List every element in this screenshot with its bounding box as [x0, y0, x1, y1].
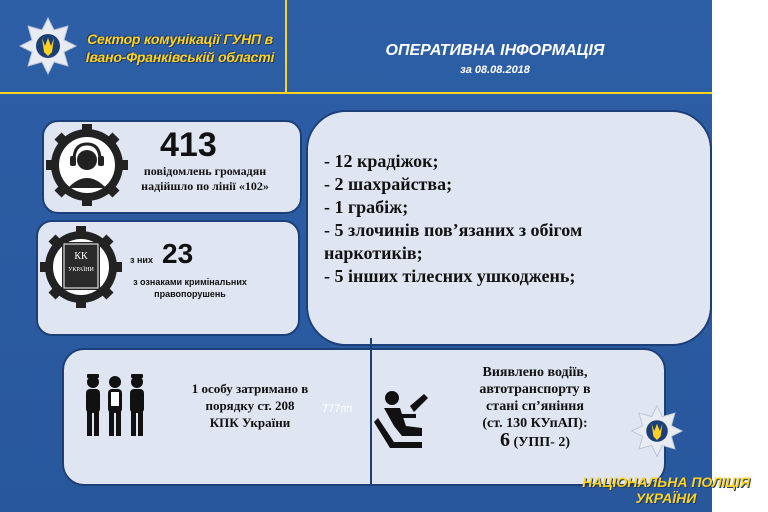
drivers-count: 6 [499, 429, 510, 451]
code-label: 777пп [322, 403, 353, 415]
drivers-line2: автотранспорту в [479, 382, 591, 397]
page-title: ОПЕРАТИВНА ІНФОРМАЦІЯ [385, 42, 605, 59]
drivers-count-suffix: (УПП- 2) [513, 435, 571, 450]
drivers-line4: (ст. 130 КУпАП): [482, 416, 588, 431]
calls-count: 413 [160, 126, 217, 164]
detained-info [160, 380, 340, 431]
detained-line2: порядку ст. 208 [205, 398, 295, 413]
list-item: - 1 грабіж; [324, 197, 409, 217]
drivers-line1: Виявлено водіїв, [482, 365, 588, 380]
list-item: - 2 шахрайства; [324, 174, 453, 194]
list-item: - 5 злочинів пов’язаних з обігом [324, 220, 583, 240]
calls-text-line2: надійшло по лінії «102» [141, 179, 269, 193]
drivers-info [450, 364, 620, 451]
header-divider-horizontal [0, 92, 712, 94]
code-book-icon [40, 226, 122, 308]
book-label-2: УКРАЇНИ [68, 267, 94, 273]
calls-description [120, 164, 290, 194]
criminal-prefix: з них [130, 255, 153, 265]
header-divider-vertical [285, 0, 287, 92]
book-label-1: КК [74, 251, 88, 262]
criminal-text-line2: правопорушень [154, 289, 226, 299]
detained-line1: 1 особу затримано в [191, 381, 309, 396]
police-star-icon [18, 16, 78, 76]
calls-text-line1: повідомлень громадян [143, 164, 267, 178]
slide-margin [712, 0, 768, 512]
org-name [80, 30, 280, 66]
police-star-icon [630, 404, 684, 458]
footer-line2: УКРАЇНИ [635, 490, 697, 506]
detained-line3: КПК України [209, 415, 291, 430]
drunk-driver-icon [372, 388, 432, 450]
operator-headset-icon [46, 124, 128, 206]
report-date: за 08.08.2018 [460, 64, 530, 76]
criminal-count: 23 [162, 238, 194, 269]
crimes-list [324, 150, 582, 288]
footer-line1: НАЦІОНАЛЬНА ПОЛІЦІЯ [582, 474, 750, 490]
footer-brand [566, 474, 766, 506]
drivers-line3: стані сп’яніння [486, 399, 584, 414]
detained-people-icon [80, 370, 150, 440]
org-name-line1: Сектор комунікації ГУНП в [87, 31, 273, 47]
criminal-description [115, 276, 265, 300]
list-item: - 5 інших тілесних ушкоджень; [324, 266, 576, 286]
criminal-text-line1: з ознаками кримінальних [133, 277, 247, 287]
list-item: - 12 крадіжок; [324, 151, 439, 171]
org-name-line2: Івано-Франківській області [85, 49, 275, 65]
list-item: наркотиків; [324, 243, 423, 263]
